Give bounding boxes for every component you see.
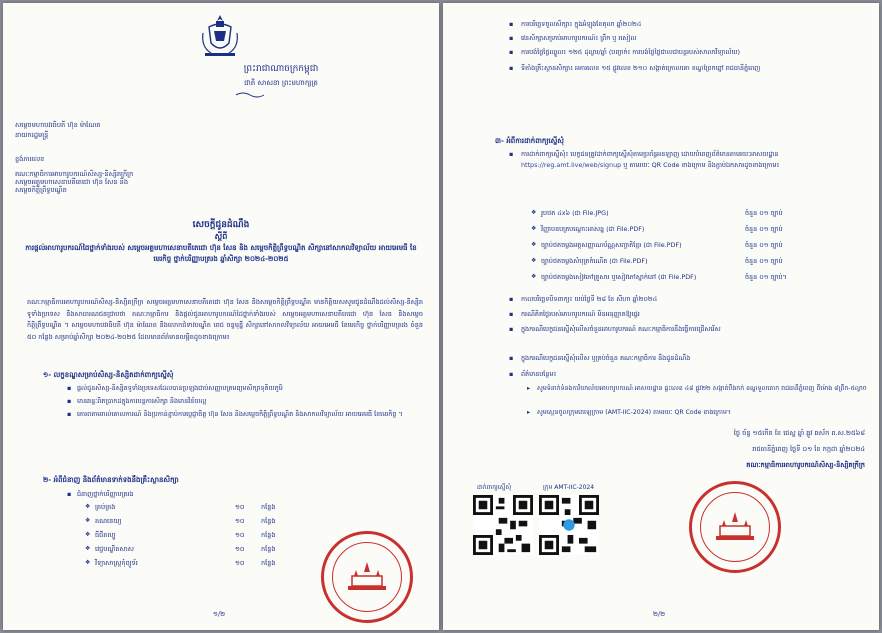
list-item: ▪ វេនសិក្សាសម្រាប់អាហារូបករណ៍៖ ព្រឹក ឬ រសៀល (509, 33, 869, 44)
section-2-subheading: ▪ ជំនាញថ្នាក់បរិញ្ញាបត្ររង (67, 489, 417, 500)
department-name: ❖ វេជ្ជបណ្ឌិតសាស (95, 545, 134, 555)
application-deadline: ▪ កាលបរិច្ឆេទបិទពាក្យ៖ យប់ថ្ងៃទី ២៨ ខែ សីហា ឆ្នាំ២០២៤ (509, 294, 869, 305)
department-row (85, 517, 305, 529)
application-instructions (509, 149, 869, 171)
document-quantity: ចំនួន ០១ ច្បាប់ (745, 225, 783, 233)
department-unit: កន្លែង (261, 517, 276, 525)
department-seats: ១០ (235, 503, 245, 511)
document-name: ❖ ច្បាប់ថតចម្លងអត្តសញ្ញាណប័ណ្ណសញ្ជាតិខ្មែរ (ជា File.PDF) (541, 241, 682, 251)
document-quantity: ចំនួន ០១ ច្បាប់ (745, 241, 783, 249)
department-unit: កន្លែង (261, 503, 276, 511)
list-item: ▸ សូមទំនាក់ទំនងការិយាល័យអាហារូបករណ៍ អាសយដ្ឋាន ផ្ទះលេខ ៤៨ ផ្លូវ២២ សង្កាត់បឹងកក់ ខណ្ឌទួលគោក រាជធានីភ្នំពេញ ពីម៉ោង ៨ព្រឹក-៥ល្ងាច (527, 383, 867, 394)
document-name: ❖ វិញ្ញាបនបត្របណ្ដោះអាសន្ន (ជា File.PDF) (541, 225, 644, 235)
national-motto: ជាតិ សាសនា ព្រះមហាក្សត្រ (244, 79, 318, 87)
document-quantity: ចំនួន ០១ ច្បាប់។ (745, 273, 787, 281)
notice-title: សេចក្តីជូនដំណឹង (192, 220, 250, 230)
department-name: ❖ គណនេយ្យ (95, 517, 121, 527)
sender-name: សម្តេចមហាបវរធិបតី ហ៊ុន ម៉ាណែត (15, 121, 101, 129)
department-row (85, 545, 305, 557)
official-seal (689, 481, 781, 573)
page-number: ២/២ (653, 610, 666, 618)
document-page-2 (443, 3, 879, 630)
list-item: ▪ មានឆន្ទៈពិតប្រាកដក្នុងការបន្តការសិក្សា និងមានវិន័យល្អ (67, 396, 417, 407)
document-name: ❖ ច្បាប់ថតចម្លងសំបុត្រកំណើត (ជា File.PDF) (541, 257, 648, 267)
ornament-divider-icon (235, 91, 265, 99)
registration-link[interactable]: https://reg.amt.live/web/signup (521, 161, 622, 169)
required-document (531, 241, 831, 253)
qr-note: ឬ តាមរយៈ QR Code ខាងក្រោម និងភ្ជាប់ឯកសារដូចខាងក្រោម៖ (623, 161, 780, 169)
royal-coat-of-arms-icon (199, 13, 241, 59)
reference-label: ខ្ទង់ភារលេខ (15, 155, 45, 163)
document-page-1 (3, 3, 439, 630)
list-item: ▪ ក្នុងករណីបេក្ខជនស្នើសុំលើស ឬគ្រប់ចំនួន គណៈកម្មាធិការ នឹងជូនដំណឹង (509, 353, 869, 364)
department-unit: កន្លែង (261, 531, 276, 539)
required-document (531, 225, 831, 237)
official-seal (321, 531, 413, 623)
section-2-heading: ២- អំពីជំនាញ និងព័ត៌មានទាក់ទងនឹងគ្រឹះស្ថានសិក្សា (43, 476, 179, 484)
required-document (531, 209, 831, 221)
list-item: ▪ ការបង់ថ្លៃថ្លៃឈ្នួល៖ ១២៥ ដុល្លារ/ឆ្នាំ (បញ្ចាក់៖ ការបង់ថ្លៃថ្លៃជាលជាបន្តរបស់សាលាវិទ្យាល័យ) (509, 47, 869, 58)
solar-date: រាជធានីភ្នំពេញ ថ្ងៃទី ០១ ខែ កក្កដា ឆ្នាំ២០២៤ (752, 445, 865, 453)
list-item: ▪ ផ្តល់ជូនសិស្ស-និស្សិតទូទាំងប្រទេសដែលបានប្រឡងជាប់សញ្ញាបត្រមធ្យមសិក្សាទុតិយភូមិ (67, 383, 417, 394)
section-3-heading: ៣- អំពីការដាក់ពាក្យស្នើសុំ (495, 137, 564, 145)
notice-subject-label: ស្តីពី (214, 232, 228, 241)
document-name: ❖ រូបថត ៤x៦ (ជា File.JPG) (541, 209, 609, 219)
qr-label-group: ក្រុម AMT-IIC-2024 (543, 484, 595, 491)
department-row (85, 503, 305, 515)
department-unit: កន្លែង (261, 545, 276, 553)
sender-org-3: សម្ដេចកិត្តិព្រឹទ្ធបណ្ឌិត (15, 186, 67, 194)
section-1-heading: ១- លក្ខខណ្ឌសម្រាប់សិស្ស-និស្សិតដាក់ពាក្យស្នើសុំ (43, 371, 174, 379)
list-item: ▪ ក្នុងករណីបេក្ខជនស្នើសុំលើសចំនួនអាហារូបករណ៍ គណៈកម្មាធិការនឹងធ្វើការជ្រើសរើស (509, 324, 869, 335)
required-document (531, 273, 831, 285)
list-item: ▸ សូមស្គេនចូលក្រុមតេឡេក្រាម (AMT-IIC-2024) តាមរយៈ QR Code ខាងក្រោម។ (527, 407, 867, 418)
qr-code-signup-icon[interactable] (473, 495, 533, 555)
document-quantity: ចំនួន ០១ ច្បាប់ (745, 209, 783, 217)
committee-signature: គណៈកម្មាធិការអាហារូបករណ៍សិស្ស-និស្សិតក្រីក្រ (746, 461, 865, 469)
sender-org-2: សម្ដេចអគ្គមហាសេនាបតីតេជោ ហ៊ុន សែន និង (15, 178, 129, 186)
angkor-temple-icon (346, 560, 388, 594)
list-item: ▪ គោរពតាមរាល់គោលការណ៍ និងប្រកាន់ខ្ជាប់ការប្តេជ្ញាចិត្ត ហ៊ុន សែន និងសម្ដេចកិត្តិព្រឹទ្ធបណ្ឌិត និងសាកលវិទ្យាល័យ អាយអេមធី ខែមេរកិច្ច ។ (67, 409, 417, 420)
list-item: ▪ ករណីគិតថ្លៃរបស់អាហារូបករណ៍ មិនអនុញ្ញាតឱ្យផ្ទេរ (509, 309, 869, 320)
list-item: ▪ ទីតាំងគ្រឹះស្ថានសិក្សា៖ អគារលេខ ១៥ ផ្លូវលេខ ២១០ សង្កាត់ក្រោលគោ ខណ្ឌព្រែកព្នៅ រាជធានីភ្នំពេញ (509, 63, 869, 74)
required-document (531, 257, 831, 269)
sender-org-1: គណៈកម្មាធិការអាហារូបករណ៍សិស្ស-និស្សិតក្រីក្រ (15, 170, 134, 178)
page-number: ១/២ (213, 610, 226, 618)
department-name: ❖ ធីជីតល្បូ (95, 531, 116, 541)
department-name: ❖ គ្រប់គ្រង (95, 503, 115, 513)
department-row (85, 531, 305, 543)
department-seats: ១០ (235, 545, 245, 553)
document-quantity: ចំនួន ០១ ច្បាប់ (745, 257, 783, 265)
qr-code-telegram-icon[interactable] (539, 495, 599, 555)
more-info-heading: ▪ ព័ត៌មានបន្ថែម៖ (509, 369, 869, 380)
angkor-temple-icon (714, 510, 756, 544)
department-name: ❖ វិទ្យាសាស្ត្រកុំព្យូទ័រ (95, 559, 138, 569)
application-intro: ការដាក់ពាក្យស្នើសុំ៖ បេក្ខជនត្រូវដាក់ពាក្យស្នើសុំតាមប្រព័ន្ធអនឡាញ ដោយបំពេញព័ត៌មានតាមរយៈអាសយដ្ឋាន (521, 150, 779, 158)
list-item: ▪ ការបរិច្ឆេទចូលសិក្សា៖ ក្នុងអំឡុងខែតុលា ឆ្នាំ២០២៤ (509, 19, 869, 30)
notice-subject: ការផ្តល់អាហារូបករណ៍ដៃថ្នាក់ទាំងរបស់ សម្តេចអគ្គមហាសេនាបតីតេជោ ហ៊ុន សែន និង សម្តេចកិត្តិព្រឹទ្ធបណ្ឌិត សិក្សានៅសាកលវិទ្យាល័យ អាយអេមធី ខែមេរកិច្ច ថ្នាក់បរិញ្ញាបត្ររង ឆ្នាំសិក្សា ២០២៤-២០២៥ (25, 244, 417, 263)
department-seats: ១០ (235, 531, 245, 539)
document-name: ❖ ច្បាប់ថតចម្លងសៀវភៅគ្រួសារ ឬសៀវភៅស្នាក់នៅ (ជា File.PDF) (541, 273, 696, 283)
notice-body: គណៈកម្មាធិការអាហារូបករណ៍សិស្ស-និស្សិតក្រីក្រ សម្ដេចអគ្គមហាសេនាបតីតេជោ ហ៊ុន សែន និងសម្ដេចកិត្តិព្រឹទ្ធបណ្ឌិត មានកិត្តិយសសូមជូនដំណឹងដល់សិស្ស-និស្សិតទូទាំងប្រទេស និងសាធារណជនជ្រាបថា គណៈកម្មាធិការ និងផ្តល់ជូនអាហារូបករណ៍ដៃថ្នាក់ទាំងរបស់ សម្ដេចអគ្គមហាសេនាបតីតេជោ ហ៊ុន សែន និងសម្ដេចកិត្តិព្រឹទ្ធបណ្ឌិត ។ សម្ដេចមហាបវរធិបតី ហ៊ុន ម៉ាណែត និងលោកជំទាវបណ្ឌិត ពេជ ចន្ទមុន្នី សិក្សានៅសាកលវិទ្យាល័យ អាយអេមធី ខែមេរកិច្ច ថ្នាក់បរិញ្ញាបត្ររង ចំនួន ៥០ កន្លែង សម្រាប់ឆ្នាំសិក្សា ២០២៤-២០២៥ ដែលមានព័ត៌មានលម្អិតដូចខាងក្រោម៖ (27, 298, 423, 341)
qr-label-signup: ដាក់ពាក្យស្នើសុំ (477, 484, 512, 491)
sender-title: នាយករដ្ឋមន្ត្រី (15, 131, 49, 139)
department-seats: ១០ (235, 517, 245, 525)
kingdom-heading: ព្រះរាជាណាចក្រកម្ពុជា (243, 64, 319, 74)
department-seats: ១០ (235, 559, 245, 567)
lunar-date: ថ្ងៃ ច័ន្ទ ១៥កើត ខែ ជេស្ឋ ឆ្នាំ ឆ្លូវ ឆស័ក ព.ស.២៥៦៨ (733, 429, 865, 437)
department-unit: កន្លែង (261, 559, 276, 567)
department-row (85, 559, 305, 571)
